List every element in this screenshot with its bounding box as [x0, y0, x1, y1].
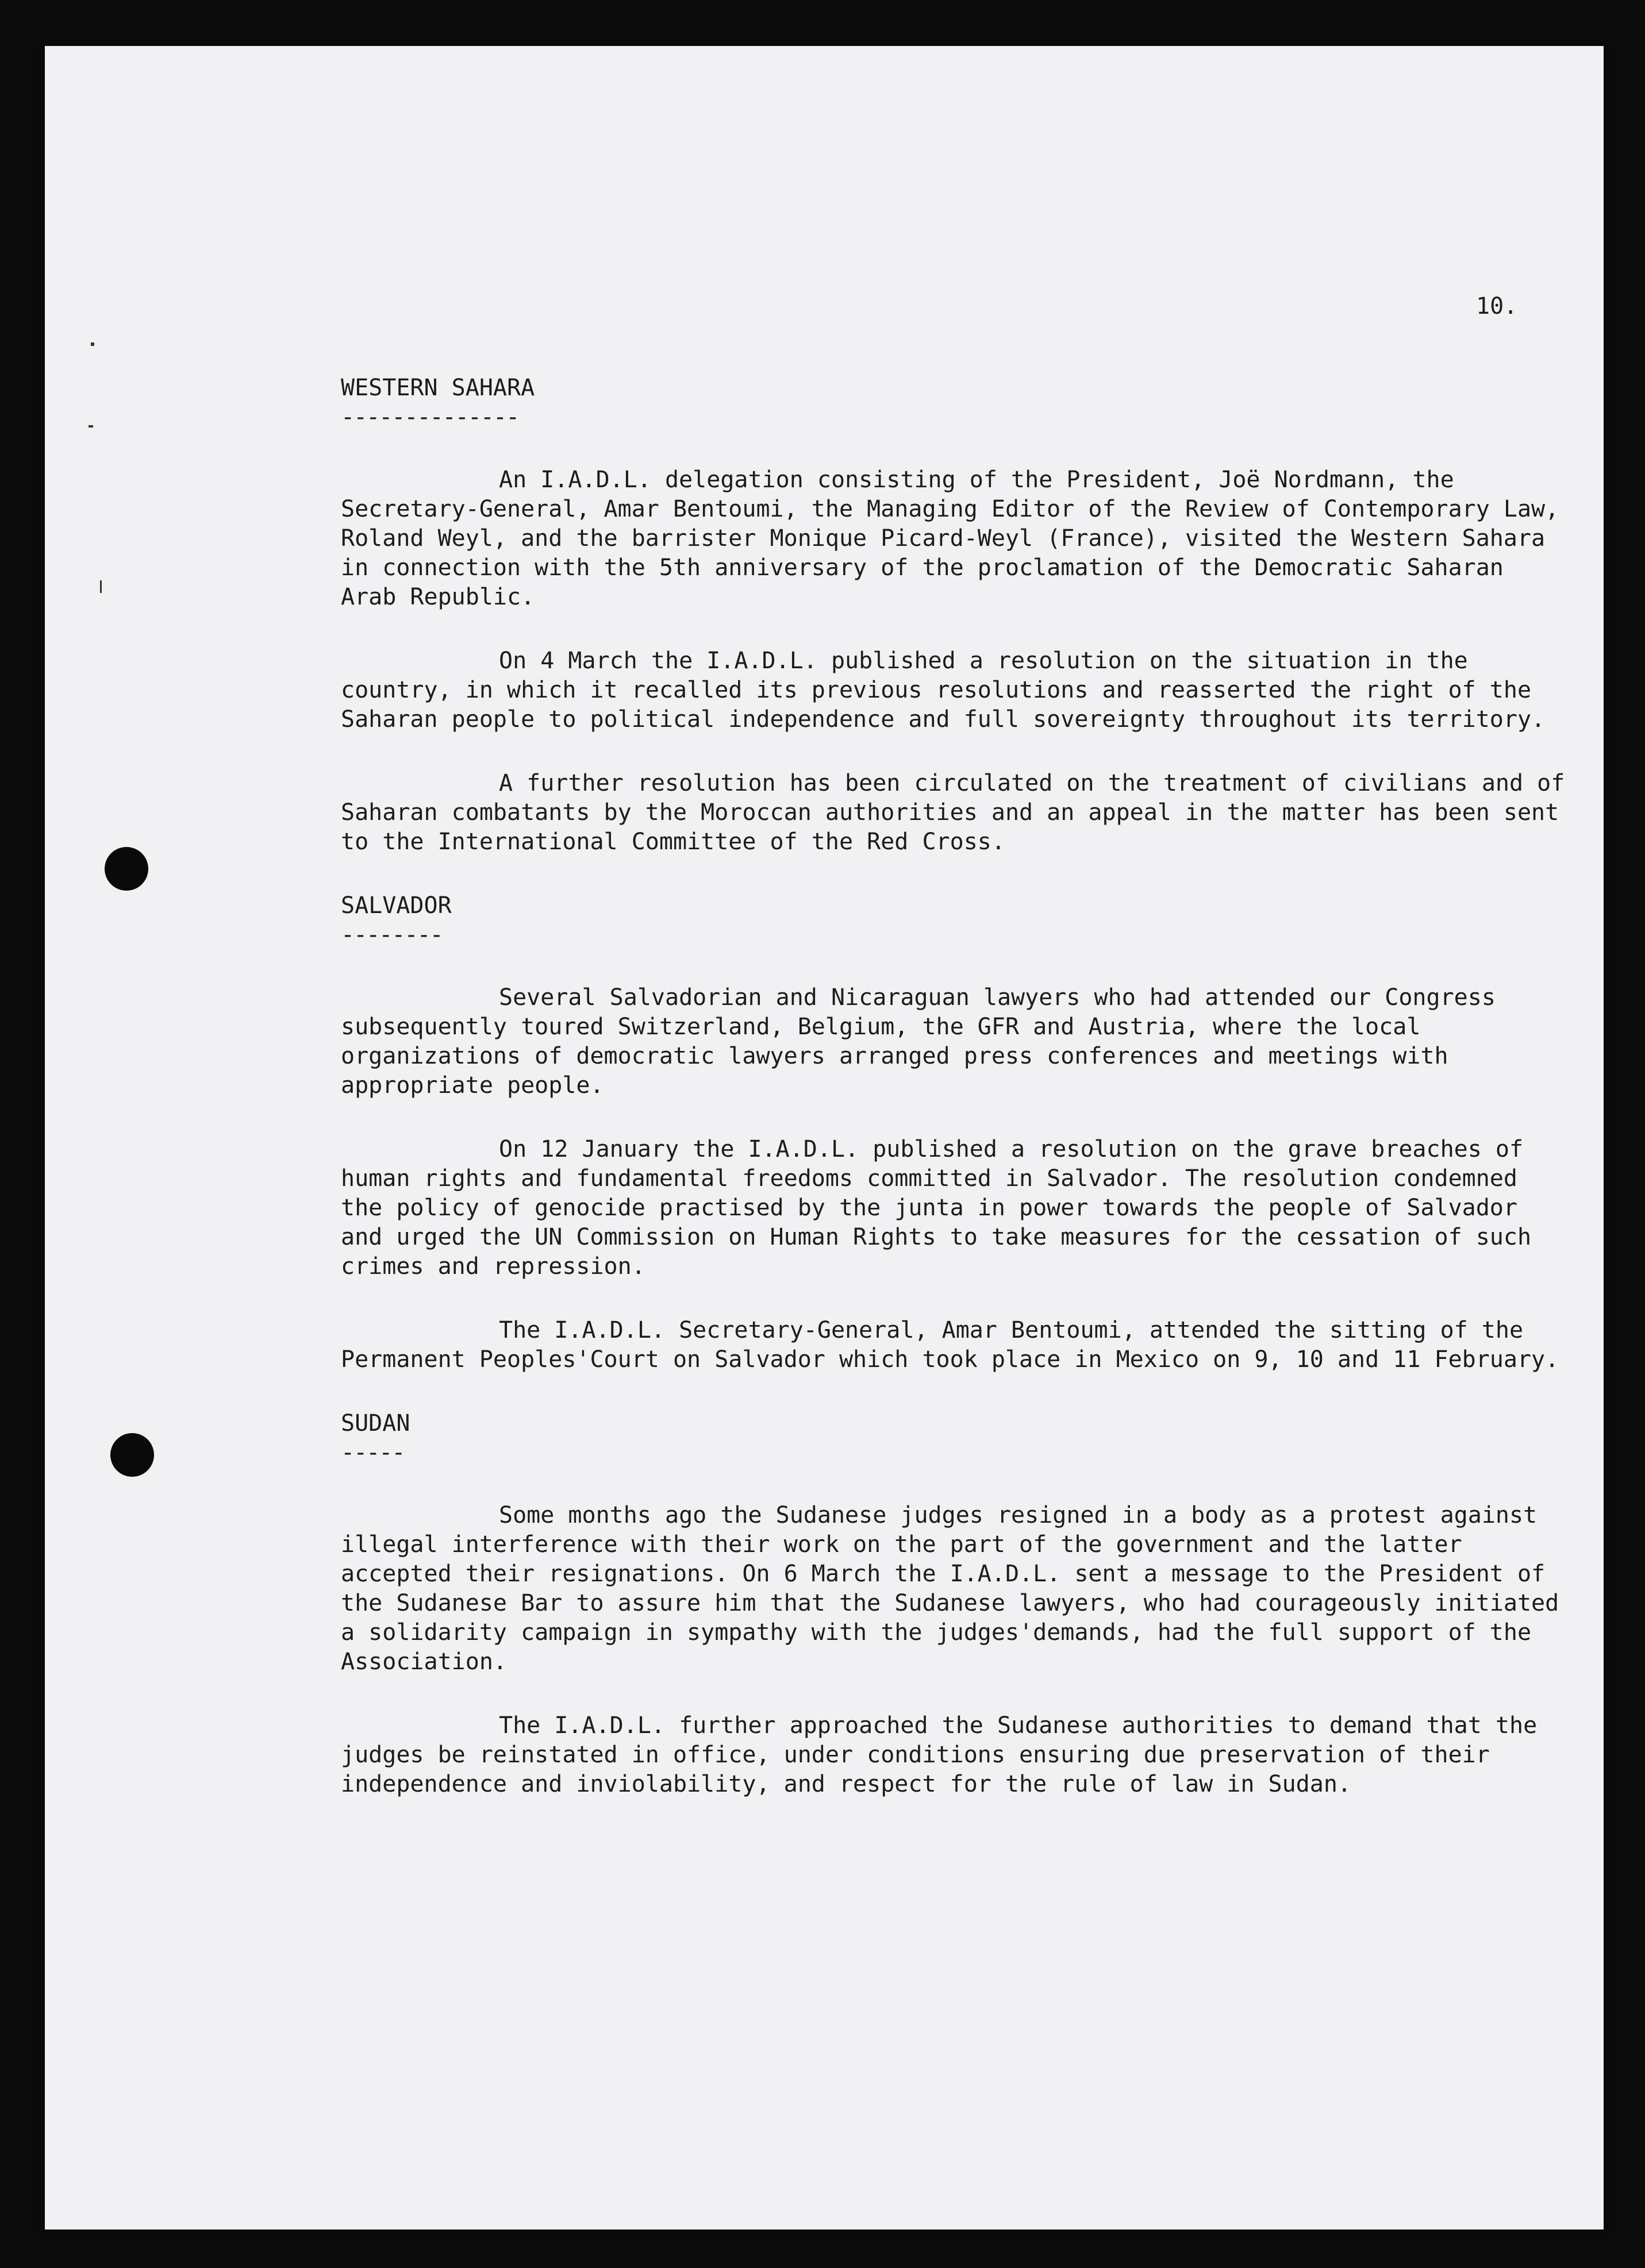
paragraph: An I.A.D.L. delegation consisting of the President, Joë Nordmann, the Secretary-General, Amar Bentoumi, the Managing Editor of the Review of Contemporary Law, Roland Weyl, and the barrister Monique Picard-Weyl (France), visited the Western Sahara in connection with the 5th anniversary of the proclamation of the Democratic Saharan Arab Republic. — [341, 467, 1559, 610]
margin-speck — [89, 425, 93, 428]
section-heading: WESTERN SAHARA — [341, 375, 535, 401]
paragraph: Some months ago the Sudanese judges resigned in a body as a protest against illegal interference with their work on the part of the government and the latter accepted their resignations. On 6 March the I.A.D.L. sent a message to the President of the Sudanese Bar to assure him that the Sudanese lawyers, who had courageously initiated a solidarity campaign in sympathy with the judges'demands, had the full support of the Association. — [341, 1502, 1559, 1675]
section-western-sahara — [341, 373, 1571, 857]
document-body — [341, 373, 1571, 1834]
paragraph: On 12 January the I.A.D.L. published a resolution on the grave breaches of human rights and fundamental freedoms committed in Salvador. The resolution condemned the policy of genocide practised by the junta in power towards the people of Salvador and urged the UN Commission on Human Rights to take measures for the cessation of such crimes and repression. — [341, 1136, 1532, 1280]
section-sudan — [341, 1409, 1571, 1799]
punch-hole-bottom — [110, 1433, 154, 1477]
paragraph: The I.A.D.L. Secretary-General, Amar Bentoumi, attended the sitting of the Permanent Peoples'Court on Salvador which took place in Mexico on 9, 10 and 11 February. — [341, 1317, 1559, 1373]
paragraph: Several Salvadorian and Nicaraguan lawyers who had attended our Congress subsequently toured Switzerland, Belgium, the GFR and Austria, where the local organizations of democratic lawyers arranged press conferences and meetings with appropriate people. — [341, 984, 1496, 1099]
paragraph: A further resolution has been circulated on the treatment of civilians and of Saharan combatants by the Moroccan authorities and an appeal in the matter has been sent to the International Committee of the Red Cross. — [341, 770, 1565, 855]
page-number: 10. — [1476, 293, 1518, 319]
paragraph: On 4 March the I.A.D.L. published a resolution on the situation in the country, in which it recalled its previous resolutions and reasserted the right of the Saharan people to political independence and full sovereignty throughout its territory. — [341, 648, 1546, 733]
punch-hole-top — [105, 847, 148, 891]
heading-underline: -------------- — [341, 404, 519, 430]
section-heading: SUDAN — [341, 1410, 410, 1437]
paragraph: The I.A.D.L. further approached the Sudanese authorities to demand that the judges be reinstated in office, under conditions ensuring due preservation of their independence and inviolability, and respect for the rule of law in Sudan. — [341, 1712, 1538, 1797]
document-page — [45, 46, 1604, 2230]
heading-underline: ----- — [341, 1439, 405, 1466]
section-heading: SALVADOR — [341, 892, 452, 919]
section-salvador — [341, 891, 1571, 1374]
margin-speck — [100, 580, 102, 593]
margin-speck — [91, 342, 94, 346]
heading-underline: -------- — [341, 922, 443, 948]
